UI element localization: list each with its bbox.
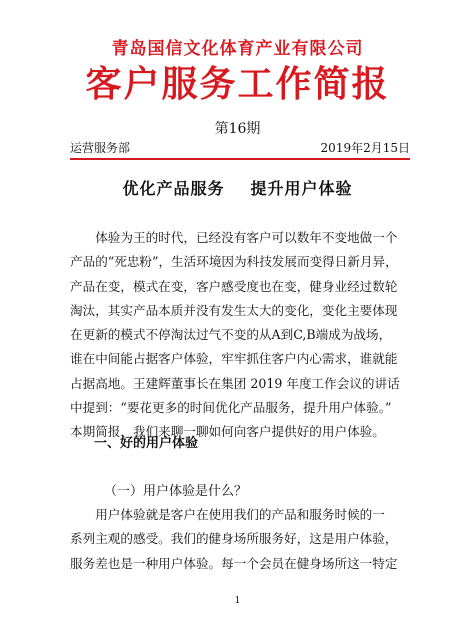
paragraph-line: 用户体验就是客户在使用我们的产品和服务时候的一 — [70, 507, 385, 522]
header-divider — [70, 158, 410, 160]
department: 运营服务部 — [70, 141, 131, 155]
section-heading: 一、好的用户体验 — [94, 436, 199, 451]
paragraph-intro — [70, 226, 412, 445]
paragraph-line: 产品在变，模式在变，客户感受度也在变，健身业经过数轮 — [70, 278, 398, 294]
paragraph-line: 体验为王的时代，已经没有客户可以数年不变地做一个 — [70, 230, 398, 245]
subsection-heading: （一）用户体验是什么？ — [104, 484, 248, 499]
paragraph-line: 中提到：“要花更多的时间优化产品服务，提升用户体验。” — [70, 400, 392, 416]
company-name: 青岛国信文化体育产业有限公司 — [111, 39, 364, 59]
paragraph-user-experience — [70, 503, 412, 576]
issue-number: 第16期 — [214, 121, 261, 137]
publish-date: 2019年2月15日 — [320, 141, 410, 155]
paragraph-line: 在更新的模式不停淘汰过气不变的从A到C,B端成为战场， — [70, 327, 392, 343]
paragraph-line: 服务差也是一种用户体验。每一个会员在健身场所这一特定 — [70, 555, 398, 571]
headline-right: 提升用户体验 — [250, 179, 353, 198]
paragraph-line: 占据高地。王建辉董事长在集团 2019 年度工作会议的讲话 — [70, 375, 400, 391]
paragraph-line: 淘汰，其实产品本质并没有发生太大的变化，变化主要体现 — [70, 302, 398, 318]
paragraph-line: 谁在中间能占据客户体验，牢牢抓住客户内心需求，谁就能 — [70, 351, 398, 367]
paragraph-line: 系列主观的感受。我们的健身场所服务好，这是用户体验， — [70, 531, 398, 547]
headline-left: 优化产品服务 — [122, 179, 225, 198]
page-number: 1 — [234, 596, 241, 606]
article-headline — [0, 176, 475, 199]
meta-row — [70, 139, 410, 157]
paragraph-line: 产品的“死忠粉”，生活环境因为科技发展而变得日新月异， — [70, 254, 398, 270]
paragraph-line: 本期简报，我们来聊一聊如何向客户提供好的用户体验。 — [70, 424, 385, 440]
report-title: 客户服务工作简报 — [85, 63, 390, 105]
